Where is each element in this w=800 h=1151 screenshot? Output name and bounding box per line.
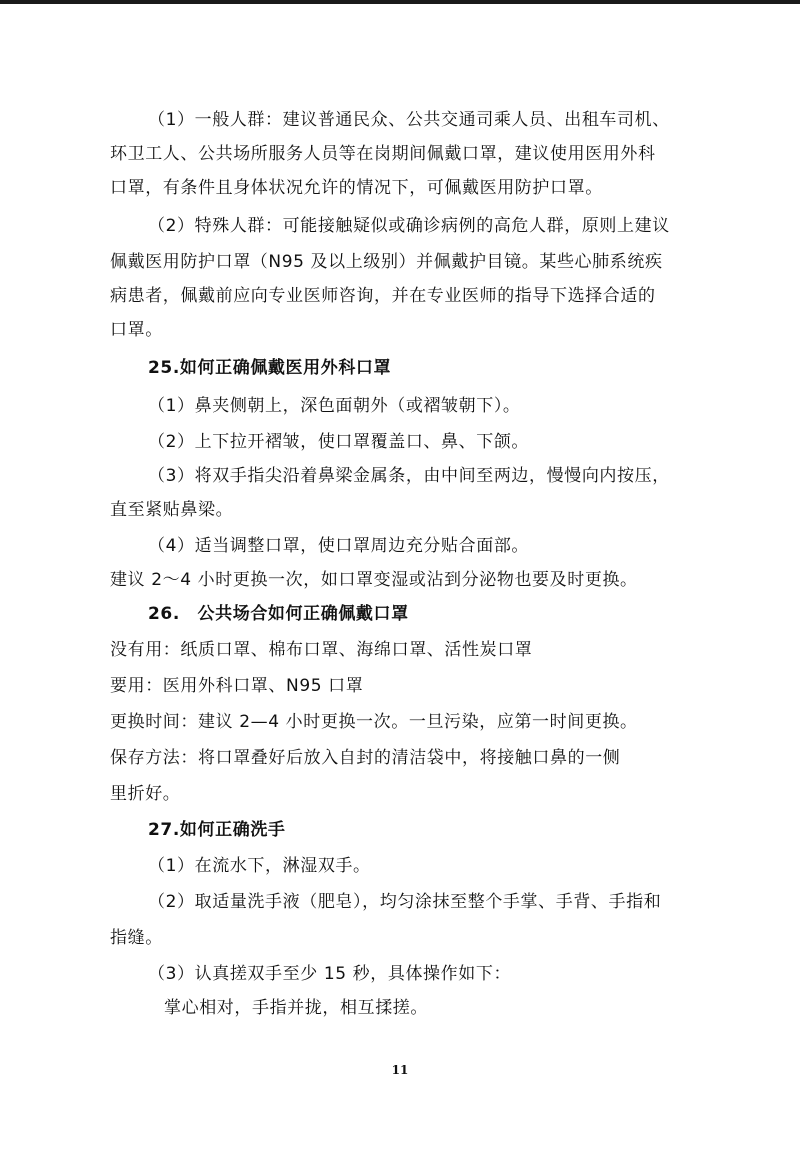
para-general-population-line-2: 环卫工人、公共场所服务人员等在岗期间佩戴口罩，建议使用医用外科 [110, 144, 656, 164]
storage-method-line-2: 里折好。 [110, 784, 181, 804]
step-27-2-line-1: （2）取适量洗手液（肥皂），均匀涂抹至整个手掌、手背、手指和 [148, 892, 662, 912]
section-heading-26: 26. 公共场合如何正确佩戴口罩 [148, 604, 409, 624]
step-25-2: （2）上下拉开褶皱，使口罩覆盖口、鼻、下颌。 [148, 432, 530, 452]
step-25-1: （1）鼻夹侧朝上，深色面朝外（或褶皱朝下）。 [148, 396, 521, 416]
step-27-3-detail: 掌心相对，手指并拢，相互揉搓。 [164, 998, 428, 1018]
para-general-population-line-1: （1）一般人群：建议普通民众、公共交通司乘人员、出租车司机、 [148, 110, 670, 130]
section-heading-27: 27.如何正确洗手 [148, 820, 286, 840]
step-25-3-line-1: （3）将双手指尖沿着鼻梁金属条，由中间至两边，慢慢向内按压， [148, 466, 670, 486]
step-25-4: （4）适当调整口罩，使口罩周边充分贴合面部。 [148, 536, 530, 556]
page-number: 11 [391, 1063, 409, 1077]
useful-masks: 要用：医用外科口罩、N95 口罩 [110, 676, 364, 696]
step-27-1: （1）在流水下，淋湿双手。 [148, 856, 371, 876]
para-special-population-line-4: 口罩。 [110, 320, 163, 340]
para-special-population-line-1: （2）特殊人群：可能接触疑似或确诊病例的高危人群，原则上建议 [148, 216, 670, 236]
para-special-population-line-3: 病患者，佩戴前应向专业医师咨询，并在专业医师的指导下选择合适的 [110, 286, 656, 306]
step-27-3: （3）认真搓双手至少 15 秒，具体操作如下： [148, 964, 512, 984]
replace-advice: 建议 2～4 小时更换一次，如口罩变湿或沾到分泌物也要及时更换。 [110, 570, 638, 590]
section-heading-25: 25.如何正确佩戴医用外科口罩 [148, 358, 392, 378]
para-special-population-line-2: 佩戴医用防护口罩（N95 及以上级别）并佩戴护目镜。某些心肺系统疾 [110, 252, 663, 272]
useless-masks: 没有用：纸质口罩、棉布口罩、海绵口罩、活性炭口罩 [110, 640, 533, 660]
para-general-population-line-3: 口罩，有条件且身体状况允许的情况下，可佩戴医用防护口罩。 [110, 178, 603, 198]
storage-method-line-1: 保存方法：将口罩叠好后放入自封的清洁袋中，将接触口鼻的一侧 [110, 748, 621, 768]
step-25-3-line-2: 直至紧贴鼻梁。 [110, 500, 234, 520]
replace-time: 更换时间：建议 2—4 小时更换一次。一旦污染，应第一时间更换。 [110, 712, 638, 732]
step-27-2-line-2: 指缝。 [110, 928, 163, 948]
